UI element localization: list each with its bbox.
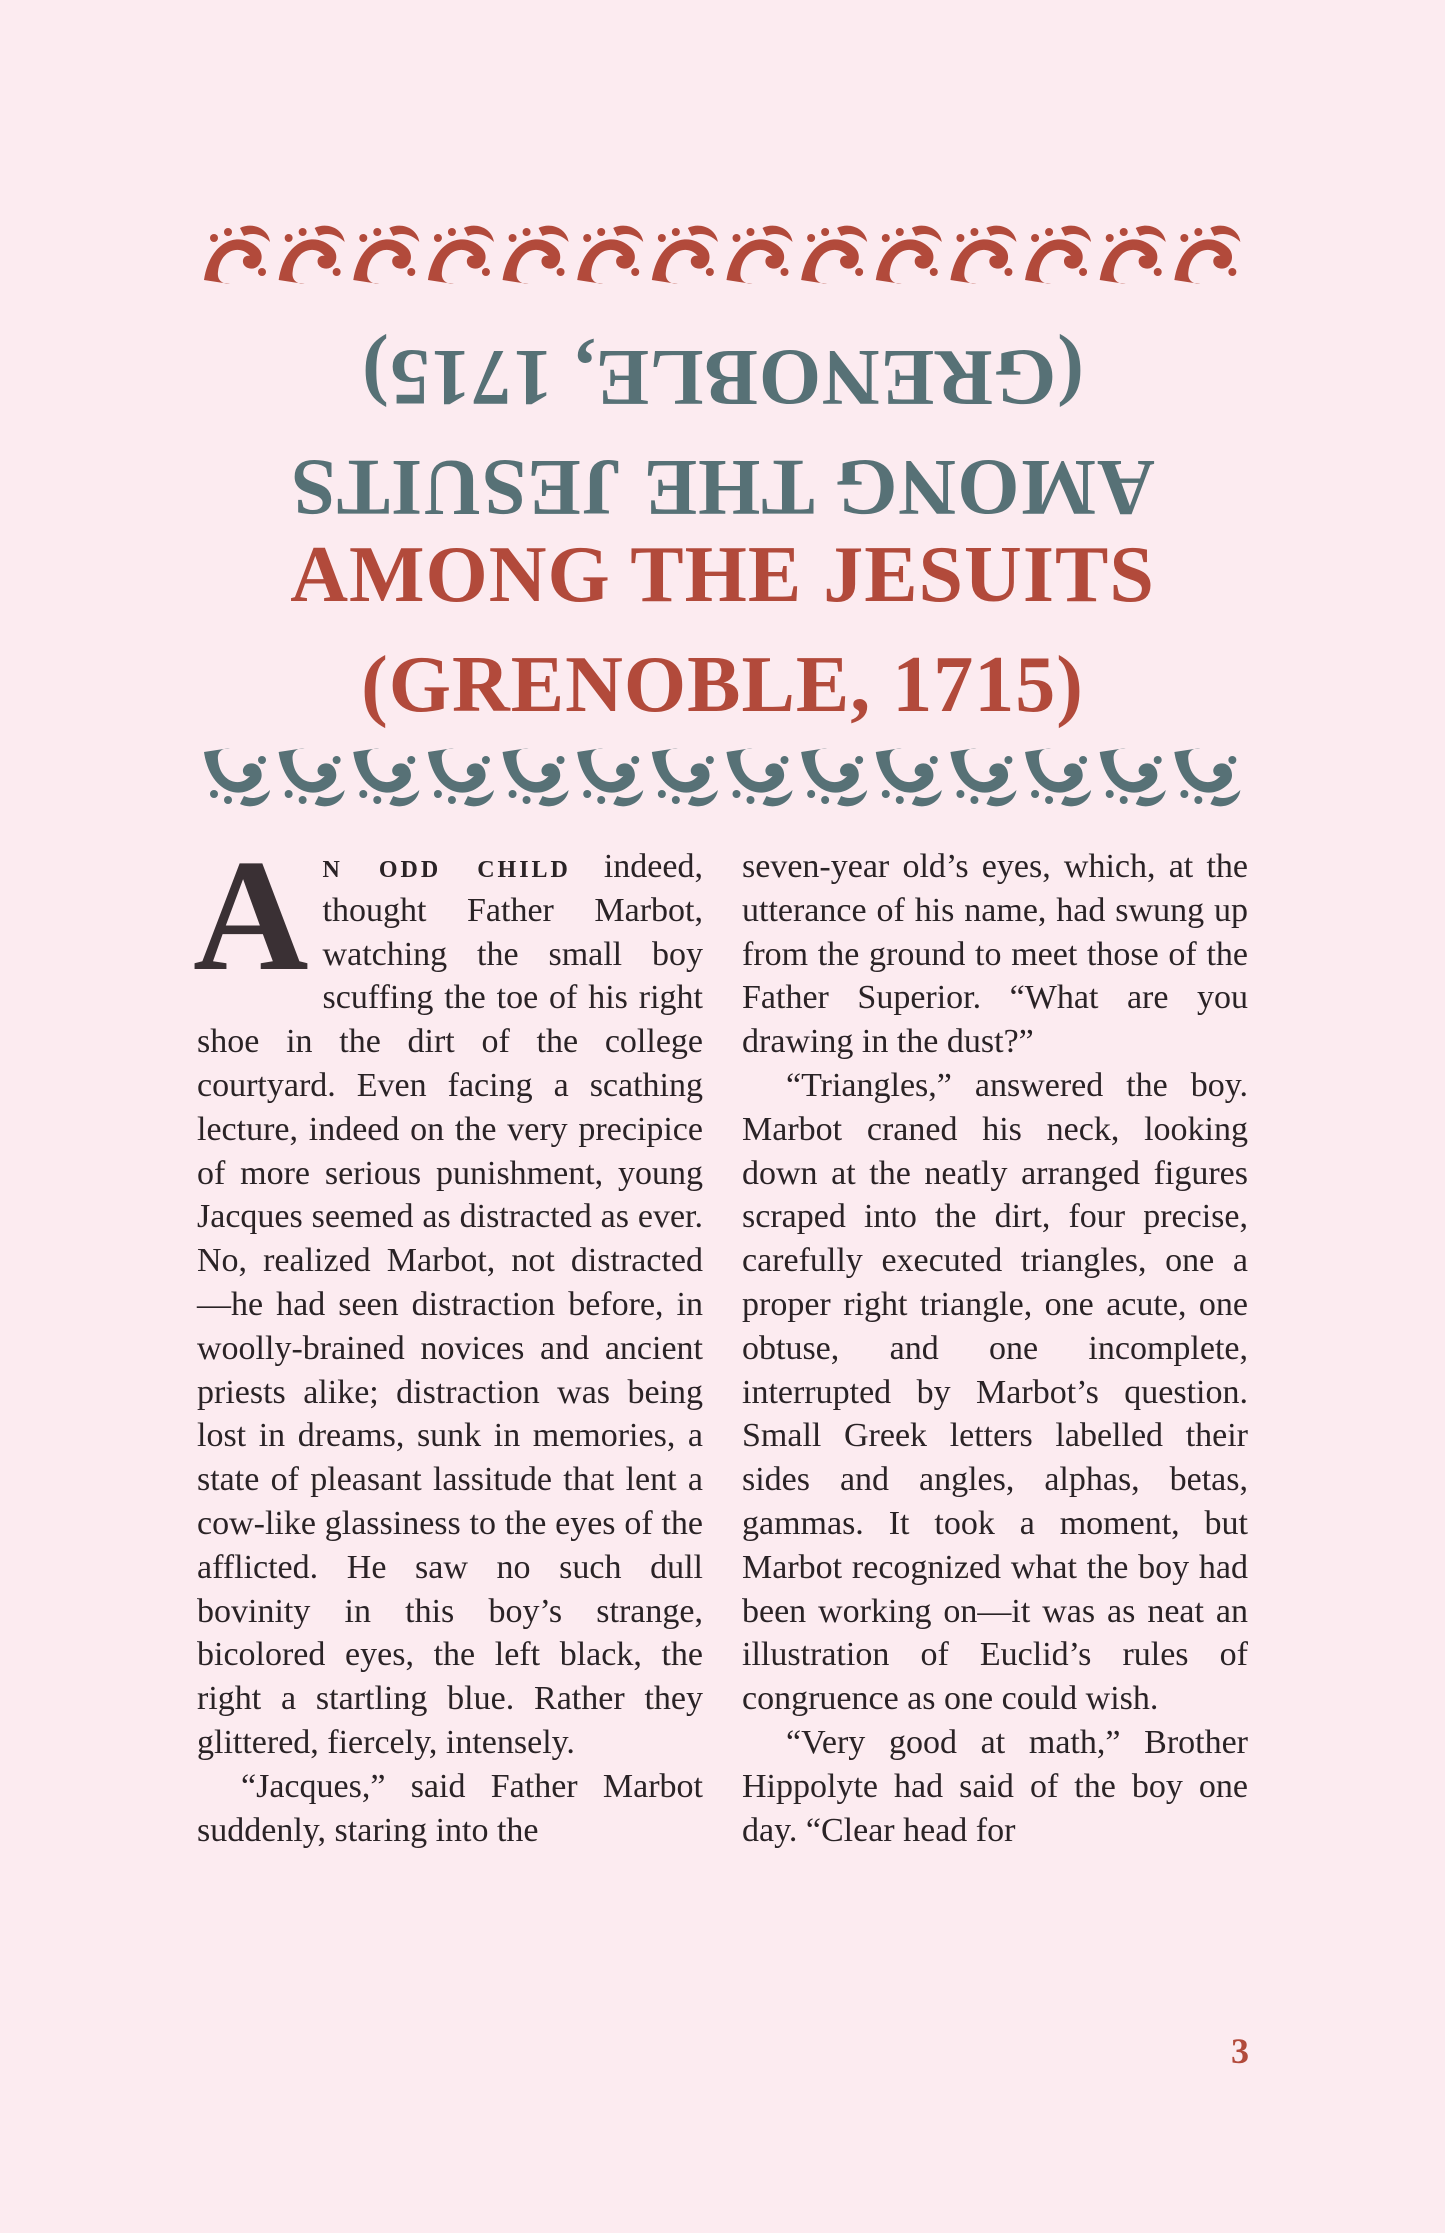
chapter-title-line-2: (GRENOBLE, 1715): [361, 641, 1084, 729]
flourish-motif: [353, 226, 419, 284]
flourish-motif: [876, 748, 942, 806]
flourish-motif: [876, 226, 942, 284]
flourish-motif: [503, 748, 569, 806]
text-column-right: [742, 845, 1248, 1852]
flourish-motif: [279, 748, 345, 806]
flourish-motif: [204, 748, 270, 806]
paragraph: seven-year old’s eyes, which, at the utterance of his name, had swung up from the ground to meet those of the Father Superior. “What are you drawing in the dust?”: [742, 848, 1248, 1061]
flourish-motif: [428, 226, 494, 284]
mirrored-title-line-2: (GRENOBLE, 1715): [361, 333, 1084, 421]
flourish-motif: [652, 226, 718, 284]
flourish-motif: [503, 226, 569, 284]
flourish-motif: [1100, 226, 1166, 284]
mirrored-title-line-1: AMONG THE JESUITS: [290, 443, 1155, 531]
flourish-motif: [727, 748, 793, 806]
flourish-motif: [577, 226, 643, 284]
mirrored-title: [150, 322, 1295, 542]
flourish-motif: [428, 748, 494, 806]
flourish-motif: [1025, 226, 1091, 284]
flourish-motif: [727, 226, 793, 284]
flourish-motif: [577, 748, 643, 806]
flourish-motif: [950, 226, 1016, 284]
chapter-title-line-1: AMONG THE JESUITS: [290, 531, 1155, 619]
lead-in-smallcaps: n odd child: [322, 848, 571, 885]
ornament-border-top: [200, 220, 1245, 290]
paragraph: “Jacques,” said Father Marbot suddenly, staring into the: [197, 1767, 703, 1849]
drop-cap: A: [193, 826, 309, 1004]
ornament-border-bottom: [200, 742, 1245, 812]
flourish-motif: [801, 748, 867, 806]
paragraph: “Very good at math,” Brother Hippolyte had said of the boy one day. “Clear head for: [742, 1723, 1248, 1849]
chapter-title: [150, 520, 1295, 740]
page-number: 3: [1231, 2031, 1249, 2071]
flourish-motif: [801, 226, 867, 284]
paragraph-text: indeed, thought Father Marbot, watching the small boy scuffing the toe of his right shoe in the dirt of the college courtyard. Even facing a scathing lecture, indeed on the very precipice of more serious punishment, young Jacques seemed as distracted as ever. No, realized Marbot, not distracted—he had seen distraction before, in woolly-brained novices and ancient priests alike; distraction was being lost in dreams, sunk in memories, a state of pleasant lassitude that lent a cow-like glassiness to the eyes of the afflicted. He saw no such dull bovinity in this boy’s strange, bicolored eyes, the left black, the right a startling blue. Rather they glittered, fiercely, intensely.: [197, 848, 703, 1761]
flourish-motif: [1025, 748, 1091, 806]
flourish-motif: [204, 226, 270, 284]
flourish-motif: [353, 748, 419, 806]
flourish-motif: [950, 748, 1016, 806]
flourish-motif: [652, 748, 718, 806]
flourish-motif: [1174, 226, 1240, 284]
paragraph: “Triangles,” answered the boy. Marbot craned his neck, looking down at the neatly arranged figures scraped into the dirt, four precise, carefully executed triangles, one a proper right triangle, one acute, one obtuse, and one incomplete, interrupted by Marbot’s question. Small Greek letters labelled their sides and angles, alphas, betas, gammas. It took a moment, but Marbot recognized what the boy had been working on—it was as neat an illustration of Euclid’s rules of congruence as one could wish.: [742, 1066, 1248, 1718]
flourish-motif: [279, 226, 345, 284]
text-column-left: [193, 826, 703, 1852]
flourish-motif: [1174, 748, 1240, 806]
flourish-motif: [1100, 748, 1166, 806]
paragraph: [193, 826, 703, 1765]
